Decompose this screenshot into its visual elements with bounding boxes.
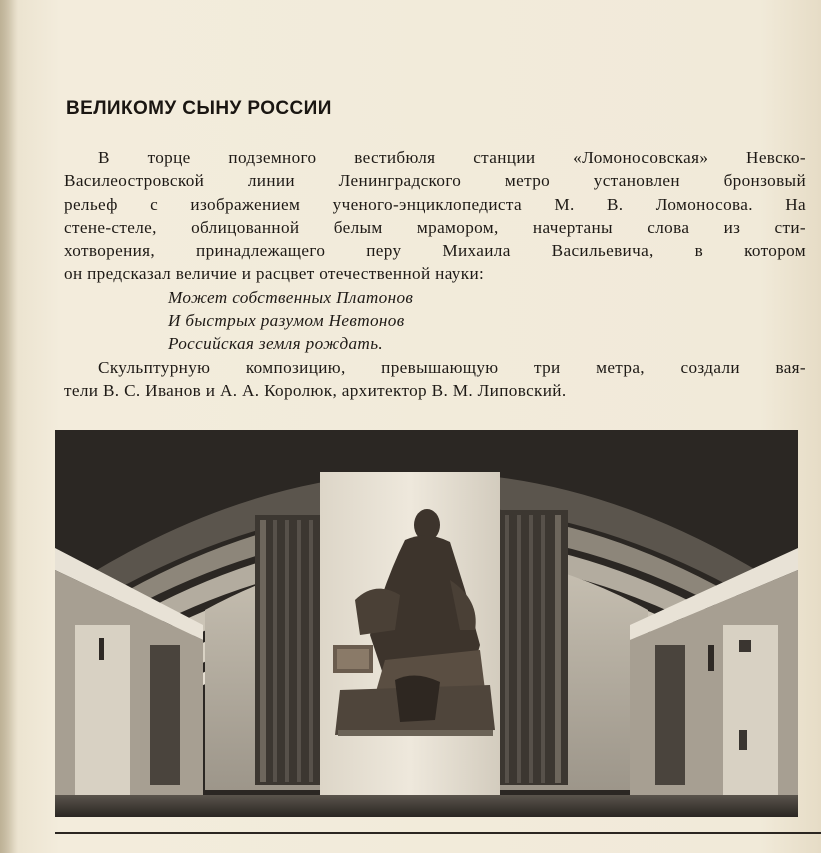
closing-line-2: тели В. С. Иванов и А. А. Королюк, архитектор В. М. Липовский. bbox=[64, 380, 567, 400]
station-photo bbox=[55, 430, 798, 817]
article-title: ВЕЛИКОМУ СЫНУ РОССИИ bbox=[66, 98, 332, 119]
bottom-rule bbox=[55, 832, 821, 834]
left-grille bbox=[255, 515, 323, 785]
verse-line-3: Российская земля рождать. bbox=[168, 334, 384, 354]
body-line-2: Василеостровской линии Ленинградского метро установлен бронзовый bbox=[64, 171, 806, 191]
article-body bbox=[64, 146, 806, 402]
verse-line-1: Может собственных Платонов bbox=[168, 287, 414, 307]
closing-line-1: Скульптурную композицию, превышающую три метра, создали вая- bbox=[98, 357, 806, 377]
body-line-6: он предсказал величие и расцвет отечественной науки: bbox=[64, 264, 485, 284]
body-line-5: хотворения, принадлежащего перу Михаила Васильевича, в котором bbox=[64, 241, 806, 261]
right-grille bbox=[500, 510, 568, 785]
station-photo-illustration bbox=[55, 430, 798, 817]
verse-line-2: И быстрых разумом Невтонов bbox=[168, 311, 405, 331]
body-line-4: стене-стеле, облицованной белым мрамором, начертаны слова из сти- bbox=[64, 217, 806, 237]
body-line-3: рельеф с изображением ученого-энциклопедиста М. В. Ломоносова. На bbox=[64, 194, 806, 214]
body-line-1: В торце подземного вестибюля станции «Ломоносовская» Невско- bbox=[98, 148, 806, 167]
page-spine-shadow bbox=[0, 0, 18, 853]
